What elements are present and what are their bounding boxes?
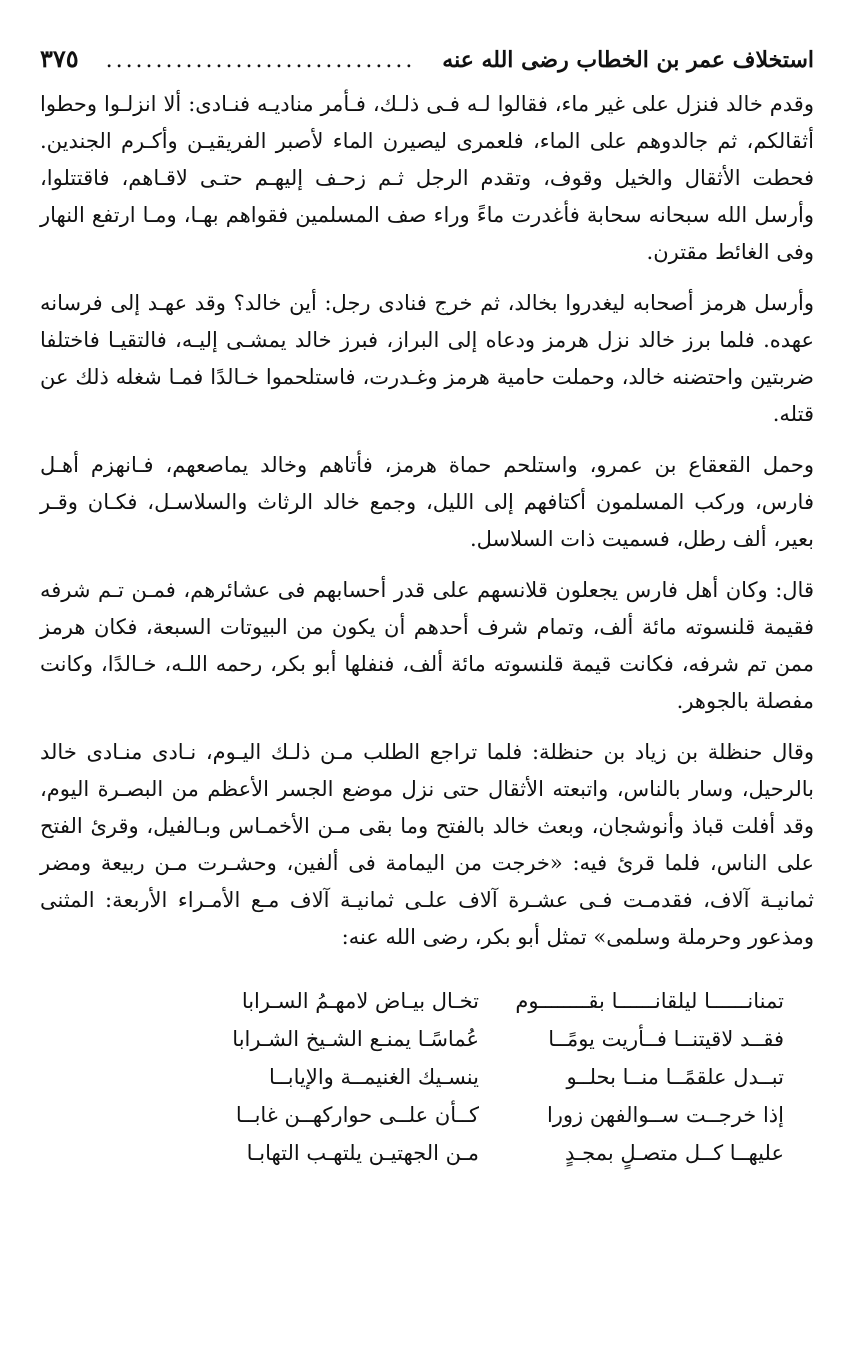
verse-first-hemistich: تبــدل علقمًــا منــا بحلــو: [566, 1065, 784, 1089]
verse-first-hemistich: عليهــا كــل متصـلٍ بمجـدٍ: [564, 1141, 784, 1165]
header-title: استخلاف عمر بن الخطاب رضى الله عنه: [442, 47, 814, 73]
poem-verse: [40, 1134, 814, 1172]
poem-verse: [40, 1058, 814, 1096]
verse-second-hemistich: عُماسًـا يمنـع الشـيخ الشـرابا: [232, 1027, 479, 1051]
poem-verses: [40, 982, 814, 1172]
verse-first-hemistich: تمنانــــــا ليلقانــــــا بقــــــــوم: [515, 989, 784, 1013]
header-leader-dots: ...............................: [105, 48, 416, 73]
verse-second-hemistich: تخـال بيـاض لامهـمُ السـرابا: [241, 989, 479, 1013]
running-header: [40, 44, 814, 80]
paragraph: وقال حنظلة بن زياد بن حنظلة: فلما تراجع الطلب مـن ذلـك اليـوم، نـادى منـادى خالد بالرحيل، وسار بالناس، واتبعته الأثقال حتى نزل موضع الجسر الأعظم من البصـرة اليوم، وقد أفلت قباذ وأنوشجان، وبعث خالد بالفتح وما بقى مـن الأخمـاس وبـالفيل، وقرئ الفتح على الناس، فلما قرئ فيه: «خرجت من اليمامة فى ألفين، وحشـرت مـن ربيعة ومضر ثمانيـة آلاف، فقدمـت فـى عشـرة آلاف علـى ثمانيـة آلاف مـع الأمـراء الأربعة: المثنى ومذعور وحرملة وسلمى» تمثل أبو بكر، رضى الله عنه:: [40, 740, 814, 949]
verse-second-hemistich: ينسـيك الغنيمــة والإيابــا: [269, 1065, 479, 1089]
paragraph: وحمل القعقاع بن عمرو، واستلحم حماة هرمز، فأتاهم وخالد يماصعهم، فـانهزم أهـل فارس، وركب المسلمون أكتافهم إلى الليل، وجمع خالد الرثاث والسلاسـل، فكـان وقـر بعير، ألف رطل، فسميت ذات السلاسل.: [40, 453, 814, 551]
poem-verse: [40, 1096, 814, 1134]
verse-first-hemistich: فقــد لاقيتنــا فــأريت يومًــا: [548, 1027, 784, 1051]
verse-second-hemistich: كــأن علــى حواركهــن غابــا: [235, 1103, 479, 1127]
page-number: ٣٧٥: [40, 44, 79, 73]
verse-second-hemistich: مـن الجهتيـن يلتهـب التهابـا: [246, 1141, 479, 1165]
paragraph: وأرسل هرمز أصحابه ليغدروا بخالد، ثم خرج فنادى رجل: أين خالد؟ وقد عهـد إلى فرسانه عهده. فلما برز خالد نزل هرمز ودعاه إلى البراز، فبرز خالد يمشـى إليـه، فالتقيـا فاختلفا ضربتين واحتضنه خالد، وحملت حامية هرمز وغـدرت، فاستلحموا خـالدًا فمـا شغله ذلك عن قتله.: [40, 291, 814, 426]
poem-verse: [40, 1020, 814, 1058]
poem-verse: [40, 982, 814, 1020]
paragraph: قال: وكان أهل فارس يجعلون قلانسهم على قدر أحسابهم فى عشائرهم، فمـن تـم شرفه فقيمة قلنسوته مائة ألف، وتمام شرف أحدهم أن يكون من البيوتات السبعة، فكان هرمز ممن تم شرفه، فكانت قيمة قلنسوته مائة ألف، فنفلها أبو بكر، رحمه اللـه، خـالدًا، وكانت مفصلة بالجوهر.: [40, 578, 814, 713]
verse-first-hemistich: إذا خرجــت ســوالفهن زورا: [546, 1103, 784, 1127]
paragraph: وقدم خالد فنزل على غير ماء، فقالوا لـه فـى ذلـك، فـأمر مناديـه فنـادى: ألا انزلـوا وحطوا أثقالكم، ثم جالدوهم على الماء، فلعمرى ليصيرن الماء لأصبر الفريقيـن وأكـرم الجندين. فحطت الأثقال والخيل وقوف، وتقدم الرجل ثـم زحـف إليهـم حتـى لاقـاهم، فاقتتلوا، وأرسل الله سبحانه سحابة فأغدرت ماءً وراء صف المسلمين فقواهم بهـا، ومـا ارتفع النهار وفى الغائط مقترن.: [40, 92, 814, 264]
